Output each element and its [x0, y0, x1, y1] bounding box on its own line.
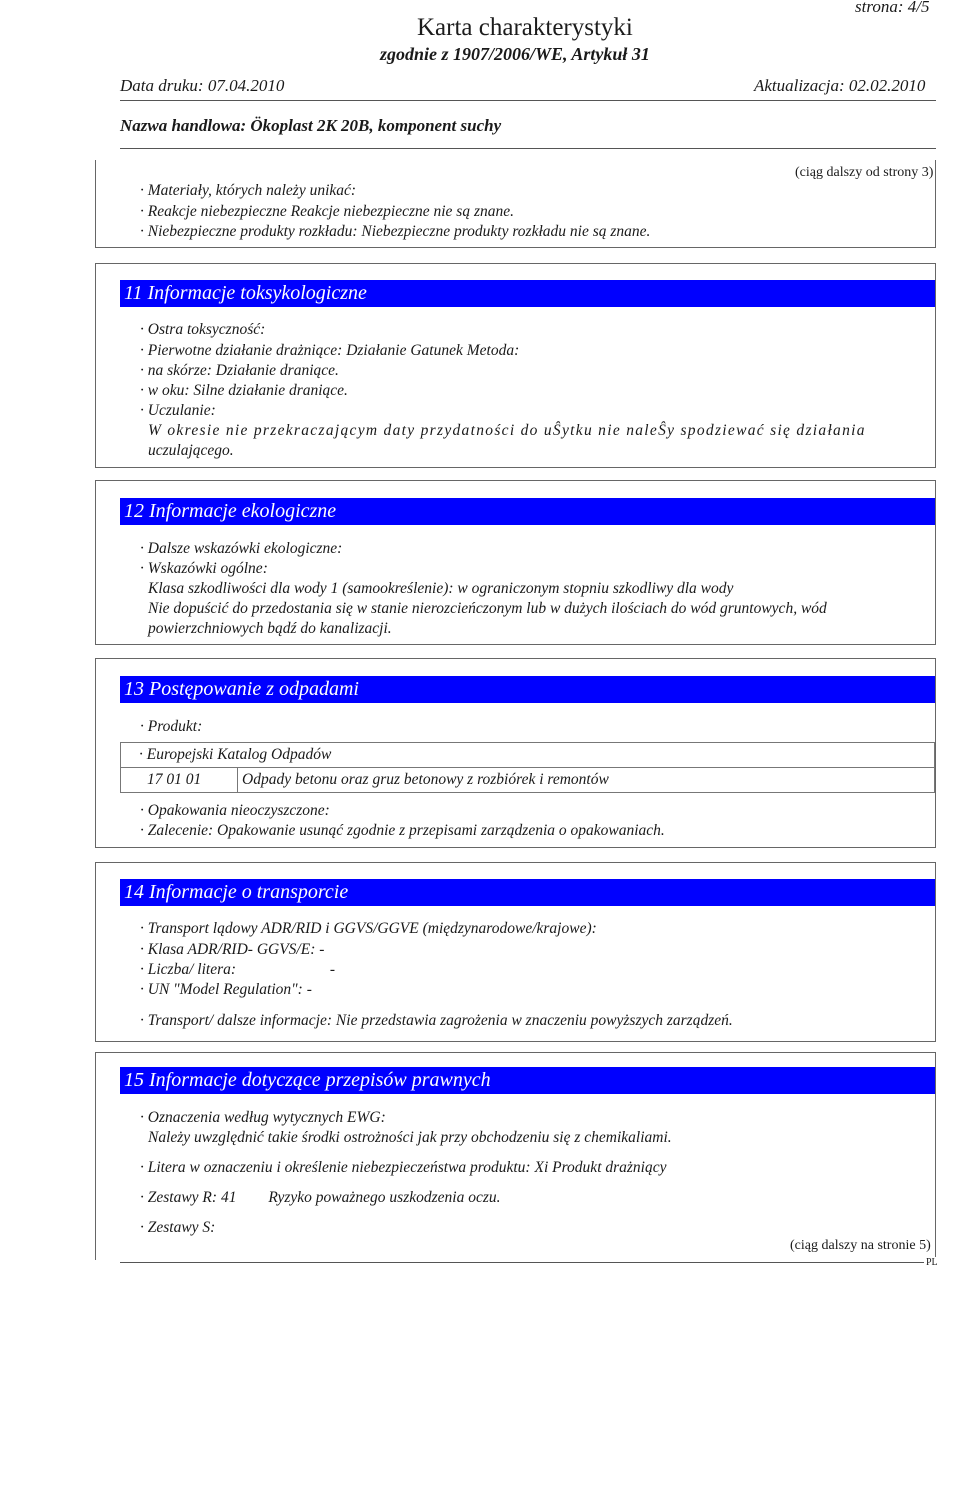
eye-value: Silne działanie draniące.: [193, 382, 348, 399]
r-phrases: [140, 1189, 501, 1207]
document-subtitle: zgodnie z 1907/2006/WE, Artykuł 31: [380, 44, 650, 64]
continued-from-note: (ciąg dalszy od strony 3): [795, 165, 934, 180]
number-letter-value: -: [329, 961, 336, 978]
skin-effect: [140, 362, 339, 380]
update-date: Aktualizacja: 02.02.2010: [754, 76, 926, 95]
number-letter: [140, 961, 335, 979]
footer-divider: [120, 1262, 936, 1263]
section-12-title: 12 Informacje ekologiczne: [120, 498, 935, 525]
un-model-regulation: · UN "Model Regulation": -: [140, 981, 312, 998]
further-eco-info: · Dalsze wskazówki ekologiczne:: [140, 540, 343, 557]
section-13-title: 13 Postępowanie z odpadami: [120, 676, 935, 703]
header-divider: [120, 100, 936, 101]
decomposition-products: [140, 223, 650, 241]
recommendation-value: Opakowanie usunąć zgodnie z przepisami zarządzenia o opakowaniach.: [217, 822, 665, 839]
packaging-recommendation: [140, 822, 665, 840]
trade-name-divider: [120, 148, 936, 149]
hazardous-reactions-label: · Reakcje niebezpieczne: [140, 203, 287, 220]
sensitization-text-1: W okresie nie przekraczającym daty przydatności do uŜytku nie naleŜy spodziewać się działania: [148, 422, 866, 439]
table-row: [121, 768, 935, 793]
skin-value: Działanie draniące.: [215, 362, 339, 379]
sensitization-text-2: uczulającego.: [148, 442, 234, 459]
r-phrases-code: 41: [220, 1189, 237, 1206]
eco-line-1: Klasa szkodliwości dla wody 1 (samookreślenie): w ograniczonym stopniu szkodliwy dla wody: [148, 580, 734, 597]
sensitization-label: · Uczulanie:: [140, 402, 216, 419]
waste-code: 17 01 01: [121, 768, 238, 793]
general-info: · Wskazówki ogólne:: [140, 560, 268, 577]
trade-name: Nazwa handlowa: Ökoplast 2K 20B, komponent suchy: [120, 116, 502, 135]
eco-line-3: powierzchniowych bądź do kanalizacji.: [148, 620, 392, 637]
adr-class: · Klasa ADR/RID- GGVS/E: -: [140, 941, 325, 958]
hazard-letter-value: Xi Produkt drażniący: [534, 1159, 667, 1176]
continued-to-note: (ciąg dalszy na stronie 5): [790, 1238, 931, 1253]
waste-catalog-table: [120, 742, 935, 793]
section-14-title: 14 Informacje o transporcie: [120, 879, 935, 906]
document-title: Karta charakterystyki: [417, 14, 633, 41]
print-date: Data druku: 07.04.2010: [120, 76, 285, 95]
ewg-labelling: · Oznaczenia według wytycznych EWG:: [140, 1109, 386, 1126]
recommendation-label: · Zalecenie:: [140, 822, 214, 839]
eye-effect: [140, 382, 348, 400]
land-transport: · Transport lądowy ADR/RID i GGVS/GGVE (międzynarodowe/krajowe):: [140, 920, 597, 937]
product-label: · Produkt:: [140, 718, 203, 735]
decomposition-value: Niebezpieczne produkty rozkładu nie są znane.: [361, 223, 651, 240]
hazard-letter: [140, 1159, 667, 1177]
primary-irritation: · Pierwotne działanie drażniące: Działanie Gatunek Metoda:: [140, 342, 520, 359]
uncleaned-packaging: · Opakowania nieoczyszczone:: [140, 802, 330, 819]
transport-further-value: Nie przedstawia zagrożenia w znaczeniu powyższych zarządzeń.: [335, 1012, 733, 1029]
waste-description: Odpady betonu oraz gruz betonowy z rozbiórek i remontów: [238, 768, 935, 793]
hazardous-reactions: [140, 203, 514, 221]
transport-further-label: · Transport/ dalsze informacje:: [140, 1012, 333, 1029]
r-phrases-text: Ryzyko poważnego uszkodzenia oczu.: [268, 1189, 501, 1206]
eco-line-2: Nie dopuścić do przedostania się w stanie nierozcieńczonym lub w dużych ilościach do wód gruntowych, wód: [148, 600, 827, 617]
materials-to-avoid: · Materiały, których należy unikać:: [140, 182, 357, 199]
section-15-title: 15 Informacje dotyczące przepisów prawnych: [120, 1067, 935, 1094]
transport-further-info: [140, 1012, 733, 1030]
ewg-text: Należy uwzględnić takie środki ostrożności jak przy obchodzeniu się z chemikaliami.: [148, 1129, 672, 1146]
decomposition-label: · Niebezpieczne produkty rozkładu:: [140, 223, 358, 240]
hazard-letter-label: · Litera w oznaczeniu i określenie niebezpieczeństwa produktu:: [140, 1159, 531, 1176]
section-11-title: 11 Informacje toksykologiczne: [120, 280, 935, 307]
language-code: PL: [926, 1257, 938, 1268]
s-phrases-label: · Zestawy S:: [140, 1219, 216, 1236]
eye-label: · w oku:: [140, 382, 190, 399]
waste-catalog-header: · Europejski Katalog Odpadów: [121, 743, 935, 768]
hazardous-reactions-value: Reakcje niebezpieczne nie są znane.: [290, 203, 514, 220]
acute-toxicity: · Ostra toksyczność:: [140, 321, 266, 338]
number-letter-label: · Liczba/ litera:: [140, 961, 237, 978]
page-number: strona: 4/5: [855, 0, 930, 16]
skin-label: · na skórze:: [140, 362, 212, 379]
r-phrases-label: · Zestawy R:: [140, 1189, 218, 1206]
table-row: [121, 743, 935, 768]
